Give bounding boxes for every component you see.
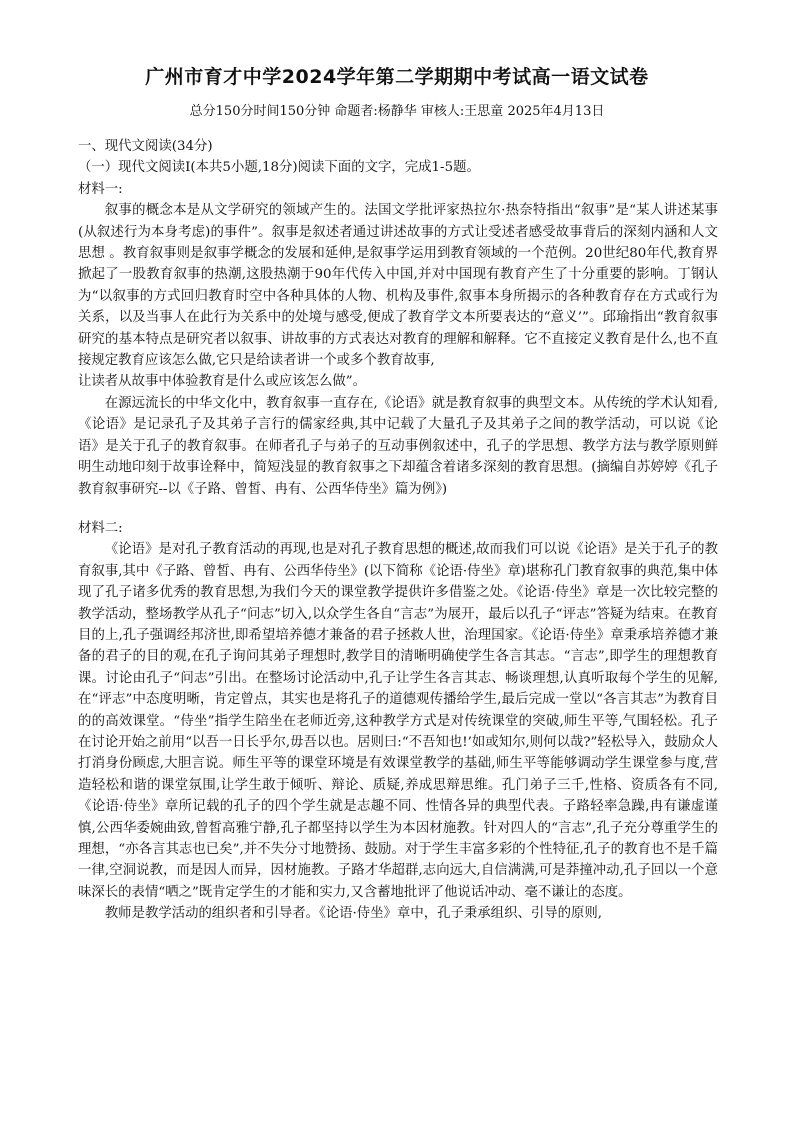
material2-paragraph-2: 教师是教学活动的组织者和引导者。《论语·侍坐》章中，孔子秉承组织、引导的原则, bbox=[104, 906, 603, 922]
material1-paragraph-1-end: 让读者从故事中体验教育是什么或应该怎么做”。 bbox=[78, 374, 367, 390]
material2-label: 材料二: bbox=[78, 520, 123, 536]
exam-title: 广州市育才中学2024学年第二学期期中考试高一语文试卷 bbox=[145, 66, 649, 88]
material1-label: 材料一: bbox=[78, 181, 123, 197]
section-heading: 一、现代文阅读(34分) bbox=[78, 139, 213, 154]
exam-subtitle: 总分150分时间150分钟 命题者:杨静华 审核人:王思童 2025年4月13日 bbox=[189, 104, 605, 119]
material1-paragraph-1: 叙事的概念本是从文学研究的领域产生的。法国文学批评家热拉尔·热奈特指出“叙事”是“某人讲述某事(从叙述行为本身考虑)的事件”。叙事是叙述者通过讲述故事的方式让受述者感受故事背后的深刻内涵和人文思想 。教育叙事则是叙事学概念的发展和延伸,是叙事学运用到教育领域的一个范例。20世纪80年代,教育界掀起了一股教育叙事的热潮,这股热潮于90年代传入中国,并对中国现有教育产生了十分重要的影响。丁钢认为“以叙事的方式回归教育时空中各种具体的人物、机构及事件,叙事本身所揭示的各种教育存在方式或行为关系，以及当事人在此行为关系中的处境与感受,便成了教育学文本所要表达的“意义’”。邱瑜指出“教育叙事研究的基本特点是研究者以叙事、讲故事的方式表达对教育的理解和解释。它不直接定义教育是什么,也不直接规定教育应该怎么做,它只是给读者讲一个或多个教育故事, bbox=[78, 203, 718, 369]
section-subheading: （一）现代文阅读Ⅰ(本共5小题,18分)阅读下面的文字，完成1-5题。 bbox=[78, 160, 480, 176]
exam-content bbox=[78, 136, 718, 925]
material2-paragraph-1: 《论语》是对孔子教育活动的再现,也是对孔子教育思想的概述,故而我们可以说《论语》是关于孔子的教育叙事,其中《子路、曾皙、冉有、公西华侍坐》(以下简称《论语·侍坐》章)堪称孔门教育叙事的典范,集中体现了孔子诸多优秀的教育思想,为我们今天的课堂教学提供许多借鉴之处。《论语·侍坐》章是一次比较完整的教学活动，整场教学从孔子“问志”切入,以众学生各自“言志”为展开，最后以孔子“评志”答疑为结束。在教育目的上,孔子强调经邦济世,即希望培养德才兼备的君子拯救人世，治理国家。《论语·侍坐》章秉承培养德才兼备的君子的目的观,在孔子询问其弟子理想时,教学目的清晰明确使学生各言其志。“言志”,即学生的理想教育课。讨论由孔子“问志”引出。在整场讨论活动中,孔子让学生各言其志、畅谈理想,认真听取每个学生的见解,在“评志”中态度明晰，肯定曾点，其实也是将孔子的道德观传播给学生,最后完成一堂以“各言其志”为教育目的的高效课堂。“侍坐”指学生陪坐在老师近旁,这种教学方式是对传统课堂的突破,师生平等,气围轻松。孔子在讨论开始之前用“以吾一日长乎尔,毋吾以也。居则曰:“不吾知也!’如或知尔,则何以哉?”轻松导入，鼓励众人打消身份顾虑,大胆言说。师生平等的课堂环境是有效课堂教学的基础,师生平等能够调动学生课堂参与度,营造轻松和谐的课堂氛围,让学生敢于倾听、辩论、质疑,养成思辩思维。孔门弟子三千,性格、资质各有不同,《论语·侍坐》章所记载的孔子的四个学生就是志趣不同、性情各异的典型代表。子路轻率急躁,冉有谦虚谨慎,公西华委婉曲致,曾皙高雅宁静,孔子都坚持以学生为本因材施教。针对四人的“言志”,孔子充分尊重学生的理想，“亦各言其志也已矣”,并不失分寸地赞扬、鼓励。对于学生丰富多彩的个性特征,孔子的教育也不是千篇一律,空洞说教，而是因人而异，因材施教。子路才华超群,志向远大,自信满满,可是莽撞冲动,孔子回以一个意味深长的表情“哂之”既肯定学生的才能和实力,又含蓄地批评了他说话冲动、毫不谦让的态度。 bbox=[78, 542, 718, 900]
material1-paragraph-2: 在源远流长的中华文化中，教育叙事一直存在,《论语》就是教育叙事的典型文本。从传统的学术认知看,《论语》是记录孔子及其弟子言行的儒家经典,其中记载了大量孔子及其弟子之间的教学活动，可以说《论语》是关于孔子的教育叙事。在师者孔子与弟子的互动事例叙述中，孔子的学思想、教学方法与教学原则鲜明生动地印刻于故事诠释中，简短浅显的教育叙事之下却蕴含着诸多深刻的教育思想。(摘编自苏婷婷《孔子教育叙事研究--以《子路、曾皙、冉有、公西华侍坐》篇为例》) bbox=[78, 395, 718, 497]
spacer bbox=[78, 500, 718, 518]
